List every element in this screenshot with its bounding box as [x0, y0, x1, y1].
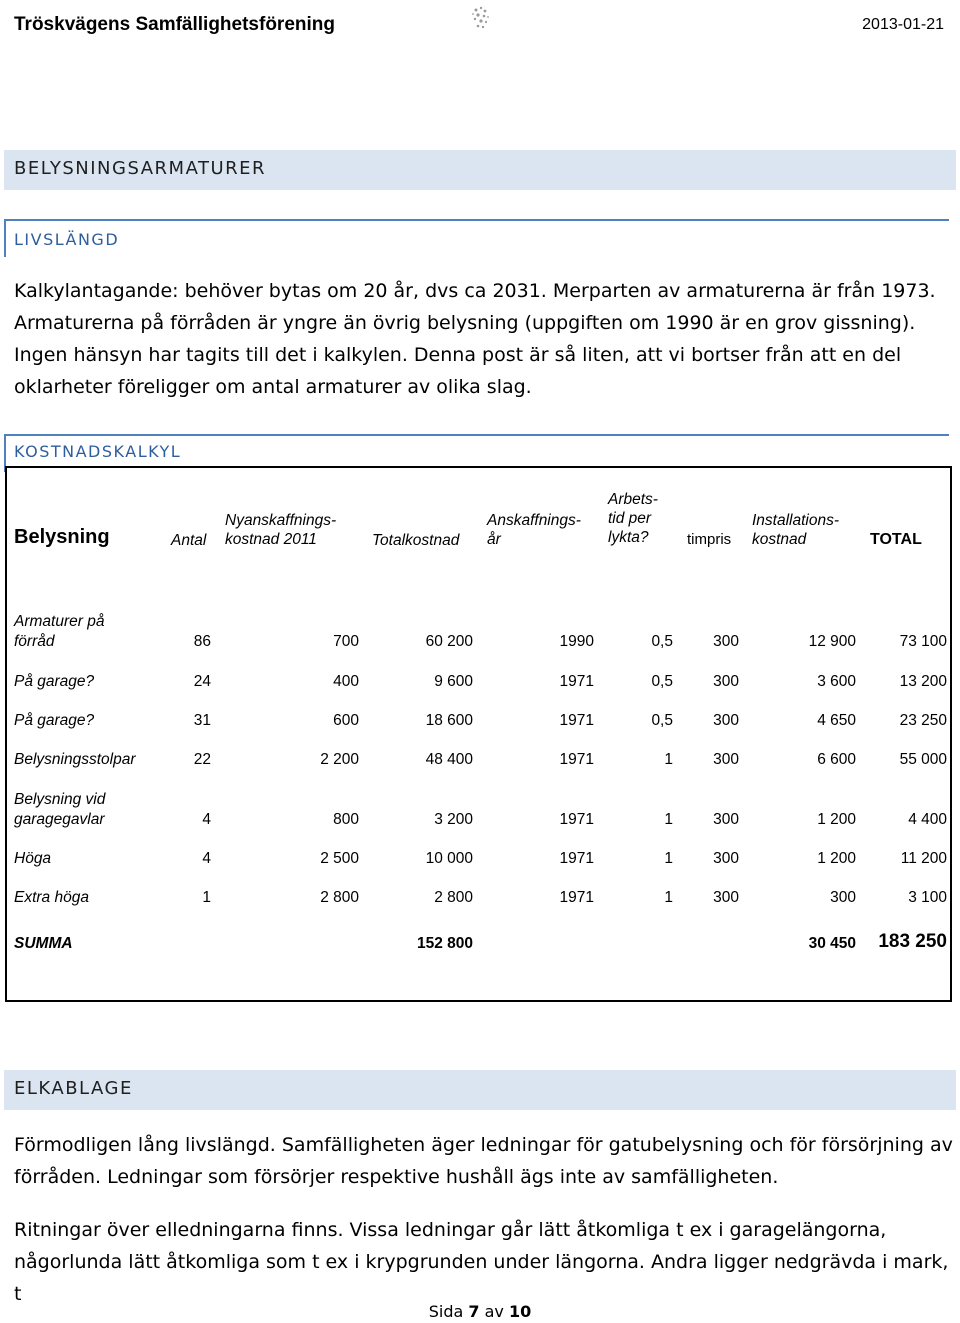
paragraph-line: någorlunda lätt åtkomliga som t ex i krypgrunden under längorna. Andra ligger nedgrävda i mark, t: [14, 1251, 949, 1305]
header-line: Nyanskaffnings-: [225, 512, 337, 529]
table-row-label: Belysningsstolpar: [14, 751, 136, 768]
table-cell-arbetstid: 1: [664, 889, 673, 906]
table-cell-timpris: 300: [713, 811, 739, 828]
elkablage-paragraph-2: [14, 1214, 954, 1310]
col-header-installation: [752, 511, 839, 549]
section-heading-elkablage: ELKABLAGE: [14, 1078, 133, 1099]
subheading-rule-kostnadskalkyl: [4, 434, 949, 436]
paragraph-line: förråden. Ledningar som försörjer respektive hushåll ägs inte av samfälligheten.: [14, 1166, 779, 1188]
table-cell-total: 3 100: [908, 889, 947, 906]
document-header-title: Tröskvägens Samfällighetsförening: [14, 14, 335, 35]
summa-total: 183 250: [878, 931, 947, 952]
header-line: lykta?: [608, 529, 649, 546]
header-line: Anskaffnings-: [487, 512, 581, 529]
table-cell-kostnad: 400: [333, 673, 359, 690]
table-cell-timpris: 300: [713, 751, 739, 768]
table-cell-antal: 1: [202, 889, 211, 906]
table-cell-total: 4 400: [908, 811, 947, 828]
table-cell-ar: 1971: [559, 712, 594, 729]
footer-middle: av: [484, 1302, 504, 1321]
subheading-rule-livslangd: [4, 219, 949, 221]
table-cell-antal: 22: [193, 751, 211, 768]
col-header-nyanskaffning: [225, 511, 336, 549]
table-cell-arbetstid: 0,5: [651, 712, 673, 729]
table-cell-installation: 1 200: [817, 850, 856, 867]
table-cell-kostnad: 800: [333, 811, 359, 828]
table-cell-totalkostnad: 9 600: [434, 673, 473, 690]
table-row-label: Höga: [14, 850, 52, 867]
table-cell-ar: 1971: [559, 850, 594, 867]
livslangd-paragraph: [14, 275, 954, 403]
table-cell-arbetstid: 0,5: [651, 633, 673, 650]
footer-prefix: Sida: [428, 1302, 464, 1321]
col-header-total: TOTAL: [870, 531, 922, 548]
elkablage-paragraph-1: [14, 1129, 954, 1193]
summa-totalkostnad: 152 800: [416, 935, 473, 952]
subheading-livslangd: LIVSLÄNGD: [14, 230, 120, 249]
table-cell-totalkostnad: 18 600: [425, 712, 473, 729]
table-cell-installation: 12 900: [808, 633, 856, 650]
table-cell-antal: 24: [193, 673, 211, 690]
table-row-label: På garage?: [14, 673, 95, 690]
table-cell-ar: 1971: [559, 811, 594, 828]
col-header-anskaffningsar: [487, 511, 581, 549]
table-cell-timpris: 300: [713, 712, 739, 729]
table-cell-kostnad: 2 200: [320, 751, 359, 768]
table-cell-ar: 1971: [559, 673, 594, 690]
table-cell-total: 55 000: [899, 751, 947, 768]
header-line: år: [487, 531, 501, 548]
table-cell-timpris: 300: [713, 633, 739, 650]
paragraph-line: oklarheter föreligger om antal armaturer av olika slag.: [14, 376, 532, 398]
section-heading-armaturer: BELYSNINGSARMATURER: [14, 158, 267, 179]
table-cell-total: 73 100: [899, 633, 947, 650]
table-row-label: Extra höga: [14, 889, 89, 906]
paragraph-line: Förmodligen lång livslängd. Samfälligheten äger ledningar för gatubelysning och för försörjning av: [14, 1134, 953, 1156]
summa-installation: 30 450: [808, 935, 856, 952]
subheading-bar-livslangd: [4, 219, 6, 257]
header-line: kostnad 2011: [225, 531, 317, 548]
document-header-date: 2013-01-21: [862, 16, 944, 33]
table-cell-arbetstid: 1: [664, 850, 673, 867]
table-cell-antal: 4: [202, 850, 211, 867]
association-logo-icon: [470, 4, 492, 32]
table-cell-arbetstid: 1: [664, 751, 673, 768]
table-cell-total: 23 250: [899, 712, 947, 729]
table-cell-totalkostnad: 3 200: [434, 811, 473, 828]
subheading-kostnadskalkyl: KOSTNADSKALKYL: [14, 442, 182, 461]
table-cell-installation: 300: [830, 889, 856, 906]
table-row-label: Belysning vid garagegavlar: [14, 791, 106, 828]
paragraph-line: Ritningar över elledningarna finns. Vissa ledningar går lätt åtkomliga t ex i garagelängorna,: [14, 1219, 887, 1241]
footer-page-number: 7: [468, 1302, 480, 1321]
col-header-belysning: Belysning: [14, 526, 110, 548]
table-row-label: Armaturer på förråd: [14, 613, 105, 650]
table-cell-antal: 86: [193, 633, 211, 650]
table-cell-total: 11 200: [900, 850, 947, 867]
header-line: kostnad: [752, 531, 807, 548]
header-line: tid per: [608, 510, 652, 527]
table-row-label: På garage?: [14, 712, 95, 729]
table-cell-totalkostnad: 60 200: [425, 633, 473, 650]
paragraph-line: Armaturerna på förråden är yngre än övrig belysning (uppgiften om 1990 är en grov gissning).: [14, 312, 916, 334]
col-header-totalkostnad: Totalkostnad: [372, 532, 460, 549]
table-cell-arbetstid: 1: [664, 811, 673, 828]
table-cell-timpris: 300: [713, 673, 739, 690]
table-cell-antal: 4: [202, 811, 211, 828]
col-header-timpris: timpris: [687, 531, 732, 548]
table-cell-totalkostnad: 48 400: [425, 751, 473, 768]
header-line: Arbets-: [608, 491, 658, 508]
table-cell-ar: 1971: [559, 889, 594, 906]
table-cell-kostnad: 2 800: [320, 889, 359, 906]
table-cell-installation: 1 200: [817, 811, 856, 828]
table-cell-timpris: 300: [713, 889, 739, 906]
table-cell-totalkostnad: 10 000: [425, 850, 473, 867]
table-cell-kostnad: 700: [333, 633, 359, 650]
table-cell-installation: 3 600: [817, 673, 856, 690]
footer-page-total: 10: [509, 1302, 532, 1321]
table-cell-kostnad: 600: [333, 712, 359, 729]
section-band-elkablage: [4, 1070, 956, 1110]
paragraph-line: Kalkylantagande: behöver bytas om 20 år, dvs ca 2031. Merparten av armaturerna är från 1973.: [14, 280, 936, 302]
table-cell-ar: 1990: [559, 633, 594, 650]
col-header-antal: Antal: [171, 532, 207, 549]
table-cell-installation: 4 650: [817, 712, 856, 729]
paragraph-line: Ingen hänsyn har tagits till det i kalkylen. Denna post är så liten, att vi bortser från att en del: [14, 344, 902, 366]
table-cell-ar: 1971: [559, 751, 594, 768]
table-cell-antal: 31: [193, 712, 211, 729]
table-cell-total: 13 200: [899, 673, 947, 690]
table-cell-totalkostnad: 2 800: [434, 889, 473, 906]
table-cell-installation: 6 600: [817, 751, 856, 768]
table-cell-timpris: 300: [713, 850, 739, 867]
page-footer: [0, 1302, 960, 1321]
header-line: Installations-: [752, 512, 840, 529]
table-cell-kostnad: 2 500: [320, 850, 359, 867]
summa-label: SUMMA: [14, 935, 73, 952]
table-cell-arbetstid: 0,5: [651, 673, 673, 690]
col-header-arbetstid: [608, 490, 658, 547]
